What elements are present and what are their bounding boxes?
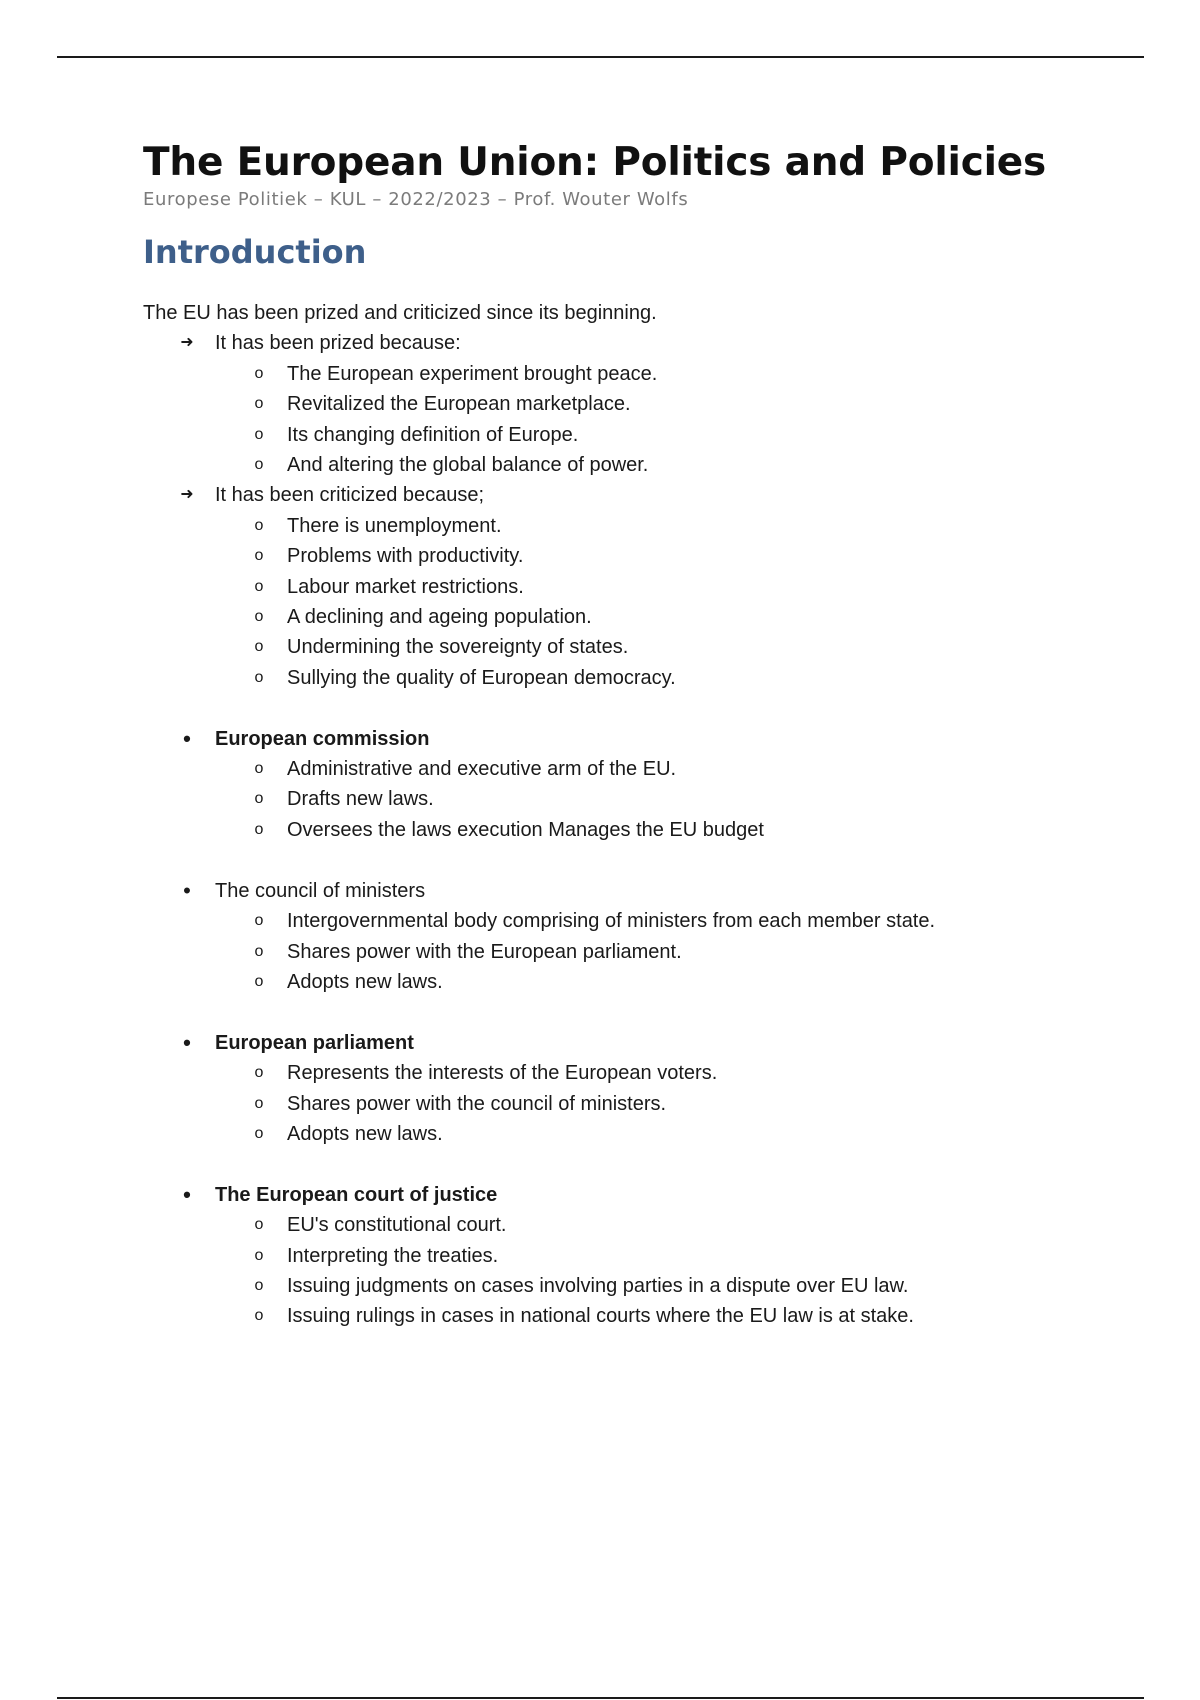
- document-title: The European Union: Politics and Policies: [143, 140, 1047, 185]
- circle-bullet-icon: o: [254, 1307, 264, 1325]
- institution-name: The council of ministers: [215, 879, 426, 902]
- list-item: [143, 937, 1143, 967]
- institution-item: Intergovernmental body comprising of ministers from each member state.: [287, 910, 936, 933]
- institution-item: Drafts new laws.: [287, 788, 434, 811]
- section-heading-introduction: Introduction: [143, 233, 367, 271]
- list-item: [143, 450, 1143, 480]
- circle-bullet-icon: o: [254, 608, 264, 626]
- document-subtitle: Europese Politiek – KUL – 2022/2023 – Prof. Wouter Wolfs: [143, 189, 689, 210]
- criticized-label: It has been criticized because;: [215, 484, 485, 507]
- spacer: [143, 1149, 1143, 1179]
- prized-item: Revitalized the European marketplace.: [287, 393, 631, 416]
- criticized-item: Undermining the sovereignty of states.: [287, 636, 629, 659]
- list-item: [143, 359, 1143, 389]
- document-body: [143, 140, 1143, 1332]
- circle-bullet-icon: o: [254, 364, 264, 382]
- institution-item: EU's constitutional court.: [287, 1214, 507, 1237]
- circle-bullet-icon: o: [254, 1276, 264, 1294]
- circle-bullet-icon: o: [254, 425, 264, 443]
- arrow-right-icon: ➜: [180, 334, 194, 352]
- list-item: [143, 1241, 1143, 1271]
- circle-bullet-icon: o: [254, 456, 264, 474]
- institution-item: Interpreting the treaties.: [287, 1244, 499, 1267]
- institution-item: Shares power with the council of ministers.: [287, 1092, 667, 1115]
- list-item: [143, 815, 1143, 845]
- intro-paragraph: The EU has been prized and criticized since its beginning.: [143, 302, 657, 324]
- arrow-right-icon: ➜: [180, 486, 194, 504]
- list-item: [143, 1271, 1143, 1301]
- circle-bullet-icon: o: [254, 1094, 264, 1112]
- institution-item: Administrative and executive arm of the EU.: [287, 758, 677, 781]
- circle-bullet-icon: o: [254, 972, 264, 990]
- institution-item: Oversees the laws execution Manages the EU budget: [287, 818, 764, 841]
- prized-item: Its changing definition of Europe.: [287, 423, 579, 446]
- institution-item: Adopts new laws.: [287, 1122, 443, 1145]
- list-item: [143, 1210, 1143, 1240]
- list-item: [143, 420, 1143, 450]
- list-item: [143, 389, 1143, 419]
- circle-bullet-icon: o: [254, 942, 264, 960]
- list-item: [143, 967, 1143, 997]
- institution-item: Issuing judgments on cases involving parties in a dispute over EU law.: [287, 1274, 909, 1297]
- circle-bullet-icon: o: [254, 1064, 264, 1082]
- bullet-icon: •: [183, 1181, 191, 1207]
- circle-bullet-icon: o: [254, 668, 264, 686]
- institution-item: Shares power with the European parliament.: [287, 940, 682, 963]
- institution-european-commission: [143, 724, 1143, 754]
- list-item: [143, 1089, 1143, 1119]
- page-bottom-rule: [57, 1697, 1144, 1699]
- list-item: [143, 754, 1143, 784]
- institution-name: The European court of justice: [215, 1183, 498, 1206]
- institution-item: Issuing rulings in cases in national courts where the EU law is at stake.: [287, 1305, 914, 1328]
- circle-bullet-icon: o: [254, 820, 264, 838]
- circle-bullet-icon: o: [254, 577, 264, 595]
- circle-bullet-icon: o: [254, 547, 264, 565]
- prized-label: It has been prized because:: [215, 332, 461, 355]
- institution-court-of-justice: [143, 1180, 1143, 1210]
- circle-bullet-icon: o: [254, 1216, 264, 1234]
- circle-bullet-icon: o: [254, 912, 264, 930]
- list-item: [143, 1301, 1143, 1331]
- list-item: [143, 1119, 1143, 1149]
- list-item: [143, 602, 1143, 632]
- circle-bullet-icon: o: [254, 638, 264, 656]
- institution-item: Represents the interests of the European voters.: [287, 1062, 718, 1085]
- circle-bullet-icon: o: [254, 790, 264, 808]
- criticized-item: There is unemployment.: [287, 514, 502, 537]
- list-item: [143, 663, 1143, 693]
- circle-bullet-icon: o: [254, 1246, 264, 1264]
- bullet-icon: •: [183, 1029, 191, 1055]
- bullet-icon: •: [183, 877, 191, 903]
- bullet-icon: •: [183, 725, 191, 751]
- criticized-item: Problems with productivity.: [287, 545, 524, 568]
- page-top-rule: [57, 56, 1144, 58]
- criticized-item: Labour market restrictions.: [287, 575, 524, 598]
- list-item: [143, 572, 1143, 602]
- prized-item: The European experiment brought peace.: [287, 362, 658, 385]
- prized-item: And altering the global balance of power.: [287, 454, 649, 477]
- circle-bullet-icon: o: [254, 1124, 264, 1142]
- spacer: [143, 845, 1143, 875]
- list-item: [143, 541, 1143, 571]
- criticized-item: A declining and ageing population.: [287, 606, 592, 629]
- list-item: [143, 906, 1143, 936]
- circle-bullet-icon: o: [254, 516, 264, 534]
- institution-european-parliament: [143, 1028, 1143, 1058]
- list-item: [143, 511, 1143, 541]
- spacer: [143, 997, 1143, 1027]
- institution-name: European commission: [215, 727, 430, 750]
- spacer: [143, 693, 1143, 723]
- list-item: [143, 784, 1143, 814]
- criticized-item: Sullying the quality of European democracy.: [287, 666, 676, 689]
- institution-name: European parliament: [215, 1031, 414, 1054]
- circle-bullet-icon: o: [254, 760, 264, 778]
- list-item: [143, 632, 1143, 662]
- institution-council-of-ministers: [143, 876, 1143, 906]
- criticized-heading: [143, 480, 1143, 510]
- circle-bullet-icon: o: [254, 395, 264, 413]
- prized-heading: [143, 328, 1143, 358]
- list-item: [143, 1058, 1143, 1088]
- institution-item: Adopts new laws.: [287, 970, 443, 993]
